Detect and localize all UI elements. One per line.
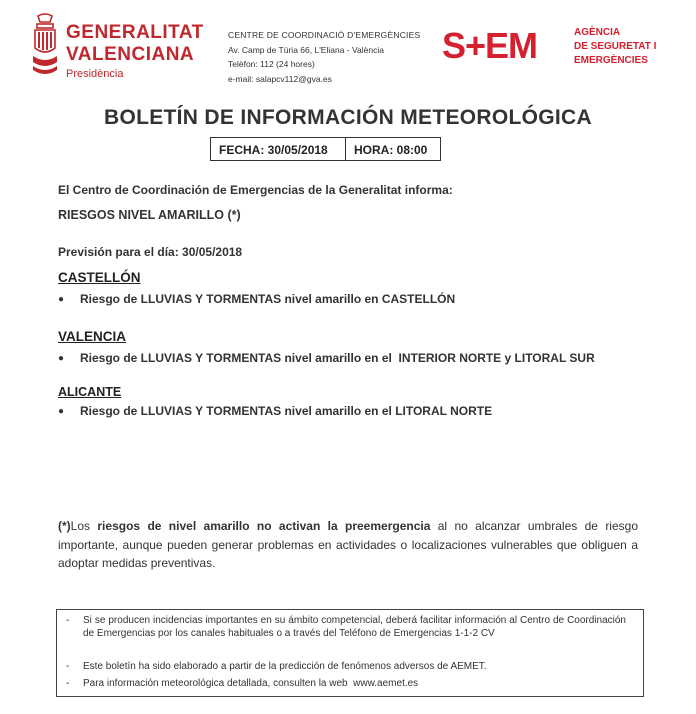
region-heading-castellon: CASTELLÓN (58, 270, 141, 285)
info-item: - Para información meteorológica detallada, consulten la web www.aemet.es (66, 678, 419, 689)
sem-line3: EMERGÈNCIES (574, 55, 648, 66)
bulletin-title: BOLETÍN DE INFORMACIÓN METEOROLÓGICA (104, 106, 592, 129)
centre-email: e-mail: salapcv112@gva.es (228, 73, 332, 84)
region-item-castellon: ● Riesgo de LLUVIAS Y TORMENTAS nivel amarillo en CASTELLÓN (58, 292, 456, 306)
centre-title: CENTRE DE COORDINACIÓ D'EMERGÈNCIES (228, 30, 421, 40)
bullet-icon: ● (58, 294, 65, 305)
bullet-icon: ● (58, 406, 65, 417)
note-bold: riesgos de nivel amarillo no activan la preemergencia (97, 519, 431, 533)
risk-level-heading: RIESGOS NIVEL AMARILLO (*) (58, 208, 241, 222)
note-mark: (*) (58, 519, 71, 533)
sem-agency-name (574, 26, 656, 68)
generalitat-emblem-icon (30, 12, 60, 78)
info-item: - Si se producen incidencias importantes en su ámbito competencial, deberá facilitar información al Centro de Coordinación de Emergencias por los canales habituales o a través del Teléfono de Emergencias 1-1-2 CV (66, 615, 626, 640)
generalitat-department: Presidència (66, 68, 124, 80)
centre-phone: Telèfon: 112 (24 hores) (228, 59, 315, 69)
date-box: FECHA: 30/05/2018 (210, 137, 346, 161)
yellow-risk-note: (*)Los riesgos de nivel amarillo no activan la preemergencia al no alcanzar umbrales de riesgo importante, aunque pueden generar problemas en actividades o localizaciones vulnerables que obliguen a adoptar medidas preventivas. (58, 519, 638, 570)
sem-line1: AGÈNCIA (574, 27, 621, 38)
info-item: - Este boletín ha sido elaborado a partir de la predicción de fenómenos adversos de AEMET. (66, 661, 487, 672)
region-item-valencia: ● Riesgo de LLUVIAS Y TORMENTAS nivel amarillo en el INTERIOR NORTE y LITORAL SUR (58, 351, 595, 365)
centre-address: Av. Camp de Túria 66, L'Eliana - València (228, 44, 384, 55)
region-item-alicante: ● Riesgo de LLUVIAS Y TORMENTAS nivel amarillo en el LITORAL NORTE (58, 404, 493, 418)
centre-contact-block (228, 28, 420, 86)
generalitat-name-line2: VALENCIANA (66, 44, 195, 65)
forecast-date: Previsión para el día: 30/05/2018 (58, 245, 243, 259)
sem-line2: DE SEGURETAT I (574, 41, 657, 52)
sem-logo: S+EM (442, 25, 538, 66)
intro-text: El Centro de Coordinación de Emergencias de la Generalitat informa: (58, 183, 453, 197)
region-heading-valencia: VALENCIA (58, 329, 127, 344)
bullet-icon: ● (58, 353, 65, 364)
region-heading-alicante: ALICANTE (58, 385, 122, 399)
time-box: HORA: 08:00 (345, 137, 441, 161)
generalitat-name-line1: GENERALITAT (66, 22, 204, 43)
